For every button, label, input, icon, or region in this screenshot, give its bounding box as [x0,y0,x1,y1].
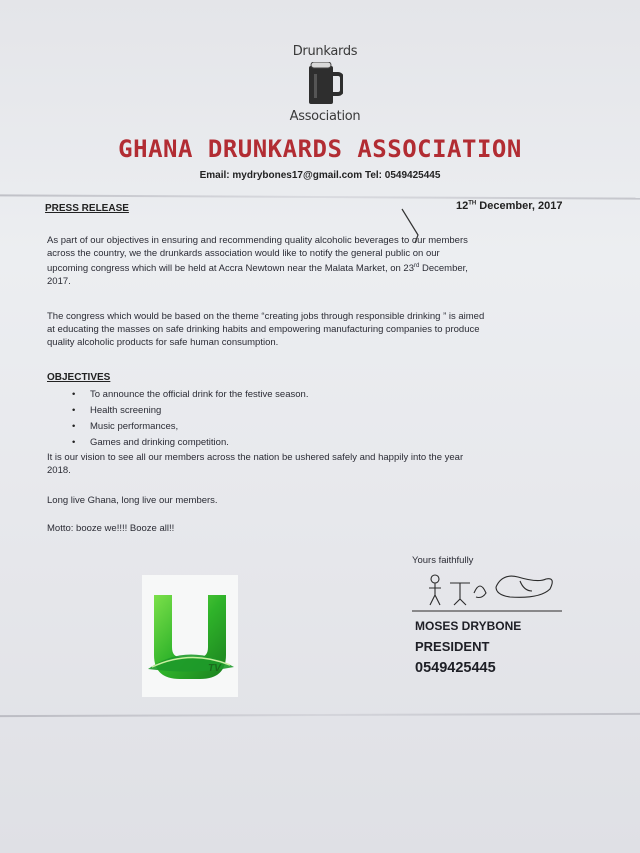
date-rest: December, 2017 [476,200,563,212]
paragraph-line: It is our vision to see all our members across the nation be ushered safely and happily into the year [47,452,464,463]
organization-title: GHANA DRUNKARDS ASSOCIATION [118,135,522,163]
pen-mark [398,205,428,245]
objectives-list [72,387,308,451]
paragraph-announcement [47,234,582,288]
motto-line: Motto: booze we!!!! Booze all!! [47,523,175,534]
signatory-phone: 0549425445 [415,660,496,676]
signatory-title: PRESIDENT [415,639,490,654]
list-item: • Music performances, [72,419,308,435]
closing-salutation: Yours faithfully [412,555,474,566]
release-date [456,200,562,212]
ordinal-suffix: rd [414,263,420,269]
list-item: • Health screening [72,403,308,419]
association-logo [280,40,370,130]
objectives-heading: OBJECTIVES [47,372,111,383]
paragraph-text: upcoming congress which will be held at Accra Newtown near the Malata Market, on 23 [47,263,414,275]
paragraph-line: The congress which would be based on the theme “creating jobs through responsible drinking ” is aimed [47,311,485,322]
utv-logo-graphic [142,575,238,697]
vision-statement [47,451,582,477]
contact-line: Email: mydrybones17@gmail.com Tel: 0549425445 [199,170,441,181]
date-suffix: TH [468,200,477,207]
paragraph-line: As part of our objectives in ensuring and recommending quality alcoholic beverages to our members [47,235,468,246]
signatory-name: MOSES DRYBONE [415,619,522,633]
list-item: • Games and drinking competition. [72,435,308,451]
press-release-label: PRESS RELEASE [45,203,129,214]
list-item: • To announce the official drink for the festive season. [72,387,308,403]
logo-bottom-text: Association [289,109,361,124]
paragraph-line: across the country, we the drunkards association would like to notify the general public on our [47,248,440,259]
paragraph-theme [47,310,582,349]
beer-mug-icon [307,62,343,108]
handwritten-signature [412,565,572,615]
paragraph-line: 2018. [47,465,71,476]
paragraph-text: December, [419,263,468,275]
paragraph-line: 2017. [47,276,71,288]
utv-logo [142,575,238,697]
paragraph-line [47,260,582,275]
logo-top-text: Drunkards [292,44,358,59]
utv-brand-text: TV [208,663,221,674]
paragraph-line: quality alcoholic products for safe human consumption. [47,337,279,348]
long-live-line: Long live Ghana, long live our members. [47,495,218,506]
date-day: 12 [456,200,469,212]
paper-fold-top [0,194,640,199]
signature-block [412,555,592,676]
paragraph-line: at educating the masses on safe drinking habits and empowering manufacturing companies to produce [47,324,480,335]
paper-fold-bottom [0,713,640,717]
